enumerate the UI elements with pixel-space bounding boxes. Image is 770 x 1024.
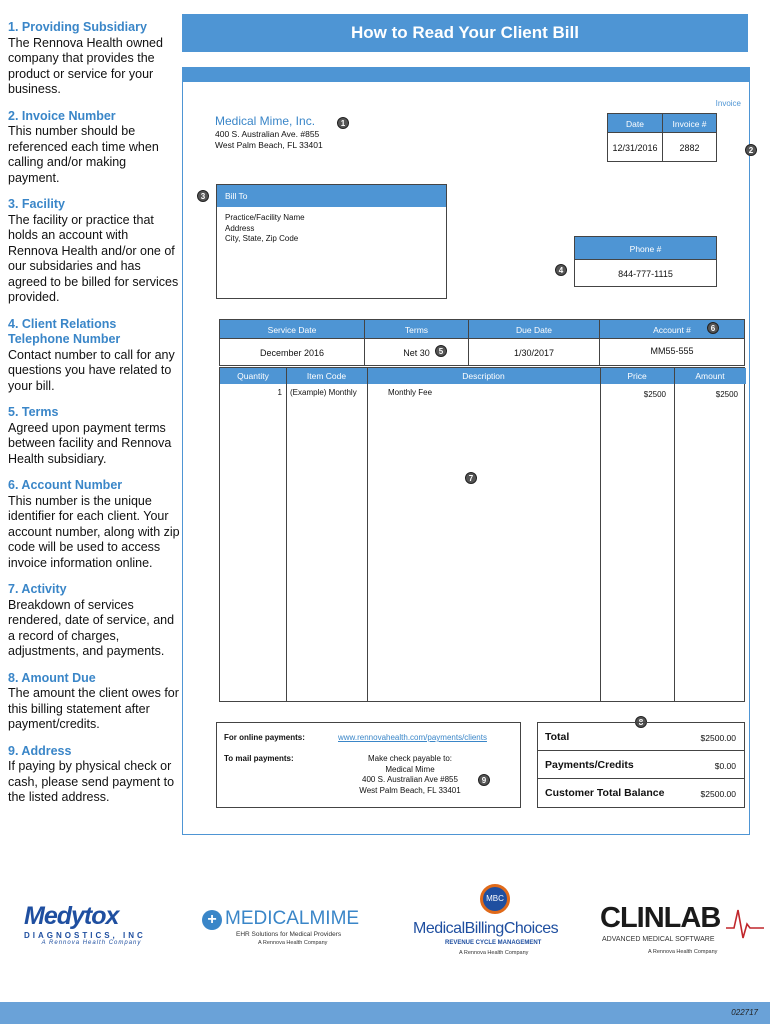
section-text: Contact number to call for any questions you have related to your bill.	[8, 347, 175, 393]
total-row	[538, 723, 744, 751]
column-divider	[286, 368, 287, 701]
section-text: Breakdown of services rendered, date of service, and a record of charges, adjustments, and payments.	[8, 597, 175, 658]
section-heading: 5. Terms	[8, 405, 59, 419]
item-code-header: Item Code	[286, 368, 367, 384]
online-payments-link[interactable]: www.rennovahealth.com/payments/clients	[338, 733, 487, 742]
account-number: MM55-555	[599, 338, 745, 366]
line-quantity: 1	[277, 388, 282, 397]
section-9	[8, 744, 180, 806]
bill-to-box	[216, 184, 447, 299]
badge-9: 9	[478, 774, 490, 786]
company-address-line: 400 S. Australian Ave. #855	[215, 129, 320, 139]
section-text: If paying by physical check or cash, please send payment to the listed address.	[8, 759, 175, 804]
section-text: The facility or practice that holds an account with Rennova Health and/or one of our subsidaries and has agreed to be billed for services provided.	[8, 212, 179, 304]
section-heading: 4. Client Relations Telephone Number	[8, 316, 121, 346]
mbc-wordmark: MedicalBillingChoices	[413, 920, 559, 937]
section-heading: 6. Account Number	[8, 478, 123, 492]
section-heading: 8. Amount Due	[8, 670, 96, 685]
quantity-header: Quantity	[220, 368, 286, 384]
invoice-date: 12/31/2016	[607, 132, 663, 162]
explanations	[8, 20, 180, 817]
mbc-tagline: A Rennova Health Company	[459, 950, 529, 956]
online-payments-label: For online payments:	[224, 733, 305, 742]
clinlab-logo	[600, 902, 765, 962]
badge-4: 4	[555, 264, 567, 276]
clinlab-tagline: A Rennova Health Company	[648, 949, 718, 955]
column-divider	[674, 368, 675, 701]
medytox-wordmark: Medytox	[24, 902, 119, 930]
clinlab-subtitle: ADVANCED MEDICAL SOFTWARE	[602, 936, 715, 943]
invoice-number-header: Invoice #	[662, 113, 717, 133]
medytox-logo	[24, 902, 159, 946]
medytox-tagline: A Rennova Health Company	[41, 940, 142, 946]
section-2	[8, 109, 180, 187]
section-1	[8, 20, 180, 98]
line-price: $2500	[643, 390, 666, 399]
company-name: Medical Mime, Inc.	[215, 114, 316, 128]
mbc-subtitle: REVENUE CYCLE MANAGEMENT	[445, 940, 542, 946]
section-text: This number is the unique identifier for each client. Your account number, along with zip code will be used to access invoice information online.	[8, 493, 180, 570]
sample-bill	[182, 67, 754, 835]
section-text: This number should be referenced each time when calling and/or making payment.	[8, 124, 159, 185]
section-7	[8, 582, 180, 660]
payments-credits-label: Payments/Credits	[545, 759, 634, 771]
bill-to-line: City, State, Zip Code	[225, 234, 299, 243]
customer-balance-label: Customer Total Balance	[545, 787, 665, 799]
mailing-address-line: Make check payable to:	[367, 754, 453, 763]
total-label: Total	[545, 731, 570, 743]
total-value: $2500.00	[700, 733, 736, 743]
badge-8: 8	[635, 716, 647, 728]
section-heading: 2. Invoice Number	[8, 108, 116, 123]
section-text: The Rennova Health owned company that provides the product or service for your business.	[8, 35, 163, 96]
medicalmime-wordmark: MEDICALMIME	[225, 908, 360, 929]
terms-header: Terms	[364, 319, 469, 339]
section-text: The amount the client owes for this billing statement after payment/credits.	[8, 686, 179, 731]
medicalmime-cross-icon: +	[202, 910, 222, 930]
company-address	[215, 129, 323, 151]
column-divider	[600, 368, 601, 701]
invoice-label: Invoice	[715, 99, 741, 108]
customer-balance-row	[538, 779, 744, 807]
company-logos	[0, 880, 770, 970]
medytox-subtitle: DIAGNOSTICS, INC	[24, 931, 146, 940]
section-8	[8, 671, 180, 733]
phone-header: Phone #	[574, 236, 717, 260]
terms-value: Net 30	[364, 338, 469, 366]
page-title: How to Read Your Client Bill	[182, 14, 748, 52]
clinlab-wordmark: CLINLAB	[600, 902, 721, 934]
badge-1: 1	[337, 117, 349, 129]
medicalbillingchoices-logo	[413, 884, 579, 964]
description-header: Description	[367, 368, 600, 384]
bill-to-line: Address	[225, 223, 255, 233]
mail-payments-label: To mail payments:	[224, 754, 294, 763]
payments-credits-value: $0.00	[714, 761, 736, 771]
phone-number: 844-777-1115	[574, 259, 717, 287]
section-6	[8, 478, 180, 571]
section-heading: 9. Address	[8, 743, 72, 758]
badge-3: 3	[197, 190, 209, 202]
section-heading: 3. Facility	[8, 197, 65, 211]
badge-2: 2	[745, 144, 757, 156]
amount-header: Amount	[674, 368, 746, 384]
mailing-address-line: Medical Mime	[385, 764, 435, 774]
badge-7: 7	[465, 472, 477, 484]
heartbeat-icon	[726, 906, 764, 940]
date-header: Date	[607, 113, 663, 133]
account-number-header: Account #	[599, 319, 745, 339]
footer-code: 022717	[731, 1008, 758, 1017]
invoice-number: 2882	[662, 132, 717, 162]
section-heading: 1. Providing Subsidiary	[8, 20, 147, 34]
totals-box	[537, 722, 745, 808]
line-amount: $2500	[715, 390, 738, 399]
mbc-badge: MBC	[480, 884, 510, 914]
activity-table	[219, 367, 745, 702]
mailing-address-line: 400 S. Australian Ave #855	[362, 775, 458, 784]
company-address-line: West Palm Beach, FL 33401	[215, 140, 323, 150]
badge-6: 6	[707, 322, 719, 334]
payment-instructions	[216, 722, 521, 808]
column-divider	[367, 368, 368, 701]
badge-5: 5	[435, 345, 447, 357]
mailing-address-line: West Palm Beach, FL 33401	[359, 785, 461, 795]
footer-bar	[0, 1002, 770, 1024]
price-header: Price	[600, 368, 674, 384]
medicalmime-subtitle: EHR Solutions for Medical Providers	[236, 931, 342, 938]
due-date-header: Due Date	[468, 319, 600, 339]
medicalmime-tagline: A Rennova Health Company	[258, 940, 328, 946]
section-heading: 7. Activity	[8, 582, 67, 596]
section-text: Agreed upon payment terms between facility and Rennova Health subsidiary.	[8, 420, 172, 466]
line-description: Monthly Fee	[388, 388, 433, 397]
bill-to-header: Bill To	[217, 185, 446, 207]
service-date-header: Service Date	[219, 319, 365, 339]
line-item-code: (Example) Monthly	[290, 388, 357, 397]
due-date: 1/30/2017	[468, 338, 600, 366]
section-5	[8, 405, 180, 467]
customer-balance-value: $2500.00	[700, 789, 736, 799]
section-4	[8, 317, 180, 395]
bill-to-line: Practice/Facility Name	[225, 213, 305, 222]
section-3	[8, 197, 180, 306]
payments-credits-row	[538, 751, 744, 779]
service-date: December 2016	[219, 338, 365, 366]
bill-top-bar	[183, 68, 749, 82]
mailing-address	[347, 754, 473, 796]
